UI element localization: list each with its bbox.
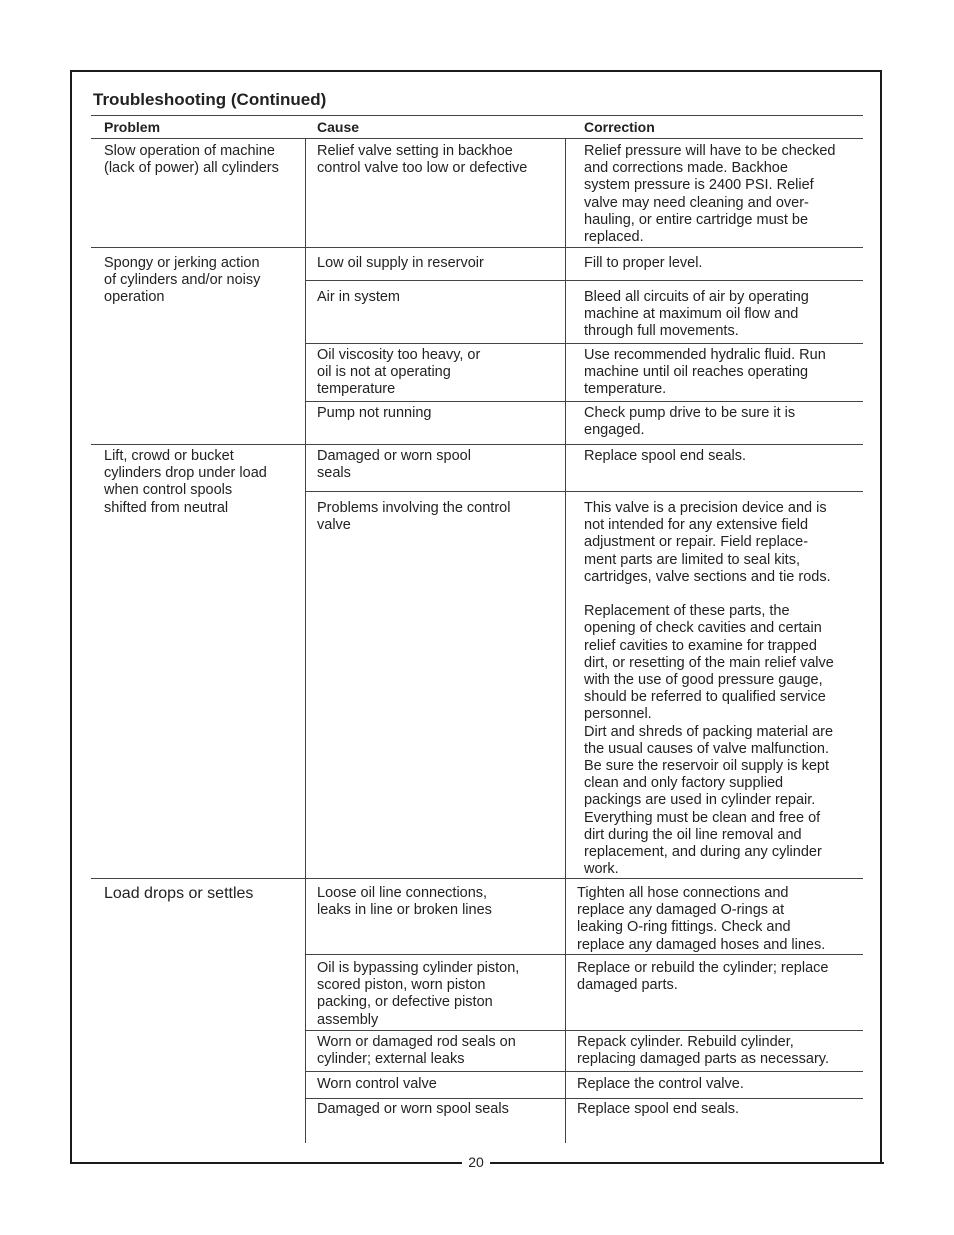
column-header-correction: Correction	[584, 119, 655, 135]
problem-cell: Lift, crowd or bucket cylinders drop under load when control spools shifted from neutral	[104, 448, 267, 516]
group-divider	[91, 247, 863, 248]
correction-cell: Repack cylinder. Rebuild cylinder, replacing damaged parts as necessary.	[577, 1034, 830, 1068]
cause-cell: Loose oil line connections, leaks in line or broken lines	[317, 885, 492, 919]
row-divider	[305, 401, 863, 402]
table-header-rule	[91, 138, 863, 139]
cause-cell: Low oil supply in reservoir	[317, 255, 484, 271]
column-header-problem: Problem	[104, 119, 161, 135]
footer-rule-left	[70, 1162, 462, 1164]
correction-cell: Bleed all circuits of air by operating machine at maximum oil flow and through full movements.	[584, 289, 809, 340]
cause-cell: Oil viscosity too heavy, or oil is not at operating temperature	[317, 347, 481, 398]
column-header-cause: Cause	[317, 119, 360, 135]
cause-cell: Relief valve setting in backhoe control valve too low or defective	[317, 143, 528, 177]
row-divider	[305, 1098, 863, 1099]
correction-cell: Replace or rebuild the cylinder; replace damaged parts.	[577, 960, 829, 994]
row-divider	[305, 954, 863, 955]
problem-cell: Spongy or jerking action of cylinders and/or noisy operation	[104, 255, 261, 306]
problem-cell: Slow operation of machine (lack of power) all cylinders	[104, 143, 279, 177]
problem-cell: Load drops or settles	[104, 885, 254, 902]
table-top-rule	[91, 115, 863, 116]
correction-cell: Tighten all hose connections and replace any damaged O-rings at leaking O-ring fittings. Check and replace any damaged hoses and lines.	[577, 885, 826, 953]
row-divider	[305, 1071, 863, 1072]
group-divider	[91, 444, 863, 445]
footer-rule-right	[490, 1162, 884, 1164]
correction-cell: Relief pressure will have to be checked and corrections made. Backhoe system pressure is 2400 PSI. Relief valve may need cleaning and over- hauling, or entire cartridge must be replaced.	[584, 143, 836, 246]
correction-cell: Use recommended hydralic fluid. Run machine until oil reaches operating temperature.	[584, 347, 826, 398]
page-title: Troubleshooting (Continued)	[93, 90, 327, 109]
cause-cell: Problems involving the control valve	[317, 500, 511, 534]
cause-cell: Damaged or worn spool seals	[317, 448, 471, 482]
cause-cell: Damaged or worn spool seals	[317, 1101, 509, 1117]
correction-cell: Replace the control valve.	[577, 1076, 744, 1092]
row-divider	[305, 280, 863, 281]
correction-cell: Replace spool end seals.	[584, 448, 747, 464]
cause-cell: Oil is bypassing cylinder piston, scored piston, worn piston packing, or defective piston assembly	[317, 960, 520, 1028]
cause-cell: Worn or damaged rod seals on cylinder; external leaks	[317, 1034, 516, 1068]
row-divider	[305, 491, 863, 492]
row-divider	[305, 343, 863, 344]
column-divider-2	[565, 139, 566, 1143]
column-divider-1	[305, 139, 306, 1143]
cause-cell: Air in system	[317, 289, 400, 305]
correction-cell: Replace spool end seals.	[577, 1101, 740, 1117]
correction-cell: Fill to proper level.	[584, 255, 703, 271]
correction-cell: Check pump drive to be sure it is engaged.	[584, 405, 796, 439]
page-number: 20	[468, 1154, 484, 1170]
cause-cell: Pump not running	[317, 405, 432, 421]
cause-cell: Worn control valve	[317, 1076, 437, 1092]
correction-cell: This valve is a precision device and is not intended for any extensive field adjustment or repair. Field replace- ment parts are limited to seal kits, cartridges, valve sections and tie rods. Replacement of these parts, the opening of check cavities and certain relief cavities to examine for trapped dirt, or resetting of the main relief valve with the use of good pressure gauge, should be referred to qualified service personnel. Dirt and shreds of packing material are the usual causes of valve malfunction. Be sure the reservoir oil supply is kept clean and only factory supplied packings are used in cylinder repair. Everything must be clean and free of dirt during the oil line removal and replacement, and during any cylinder work.	[584, 500, 834, 878]
row-divider	[305, 1030, 863, 1031]
